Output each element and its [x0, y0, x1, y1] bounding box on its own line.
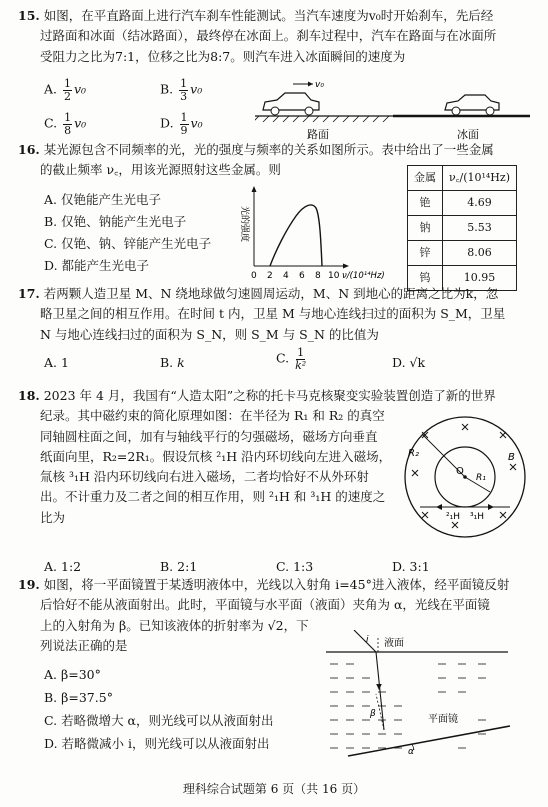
ice-label: 冰面	[457, 128, 479, 141]
question-text: 过路面和冰面（结冰路面），最终停在冰面上。刹车过程中，汽车在路面与在冰面所	[40, 28, 497, 44]
option-a: A. 仅铯能产生光电子	[44, 192, 162, 207]
origin-label: O	[456, 466, 464, 477]
question-text: 如图，将一平面镜置于某透明液体中，光线以入射角 i=45°进入液体，经平面镜反射	[43, 577, 510, 592]
table-row: 锌 8.06	[408, 241, 517, 266]
x-tick: 6	[299, 271, 305, 281]
question-text: 如图，在平直路面上进行汽车刹车性能测试。当汽车速度为v₀时开始刹车，先后经	[43, 8, 494, 23]
table-row: 钠 5.53	[408, 216, 517, 241]
x-tick: 0	[251, 271, 257, 281]
mirror-liquid-figure	[318, 630, 518, 760]
question-text: 后恰好不能从液面射出。此时，平面镜与水平面（液面）夹角为 α，光线在平面镜	[40, 597, 490, 613]
table-header: ν꜀/(10¹⁴Hz)	[443, 166, 517, 191]
question-text: 氚核 ³₁H 沿内环切线向右进入磁场，二者均恰好不从外环射	[40, 469, 369, 484]
question-text: 纸面向里，R₂=2R₁。假设氘核 ²₁H 沿内环切线向左进入磁场，	[40, 448, 392, 464]
option-d: D. 若略微减小 i，则光线可以从液面射出	[44, 736, 270, 751]
question-15	[18, 6, 528, 67]
question-text: 某光源包含不同频率的光，光的强度与频率的关系如图所示。表中给出了一些金属	[43, 142, 494, 157]
question-number: 17.	[18, 286, 40, 301]
question-text: 纪录。其中磁约束的简化原理如图：在半径为 R₁ 和 R₂ 的真空	[40, 408, 385, 424]
question-text: N 与地心连线扫过的面积为 S_N，则 S_M 与 S_N 的比值为	[40, 326, 379, 342]
question-number: 16.	[18, 142, 40, 157]
table-row: 铯 4.69	[408, 191, 517, 216]
x-tick: 8	[315, 271, 321, 281]
incidence-angle-label: i	[366, 635, 369, 645]
question-text: 的截止频率 ν꜀，用该光源照射这些金属。则	[40, 162, 281, 178]
option-c: C. 若略微增大 α，则光线可以从液面射出	[44, 713, 274, 728]
beta-label: β	[370, 709, 376, 719]
question-number: 18.	[18, 388, 40, 403]
option-d: D. $\frac{1}{9}$ v₀	[160, 111, 203, 137]
tritium-label: ³₁H	[470, 512, 484, 522]
question-text: 列说法正确的是	[40, 637, 128, 653]
surface-label: 液面	[384, 638, 404, 649]
cutoff-frequency-table	[407, 165, 517, 291]
car-moving-icon	[263, 93, 319, 115]
question-text: 比为	[40, 509, 66, 525]
question-17	[18, 284, 528, 345]
option-b: B. k	[160, 355, 185, 370]
option-c: C. 仅铯、钠、锌能产生光电子	[44, 236, 212, 251]
table-row: 钨 10.95	[408, 266, 517, 291]
alpha-label: α	[408, 747, 414, 757]
option-a: A. β=30°	[44, 667, 101, 682]
option-d: D. 都能产生光电子	[44, 258, 150, 273]
r2-label: R₂	[408, 448, 419, 459]
car-braking-figure	[255, 76, 535, 144]
option-b: B. β=37.5°	[44, 690, 113, 705]
option-b: B. $\frac{1}{3}$ v₀	[160, 77, 203, 103]
question-text: 受阻力之比为7:1，位移之比为8:7。则汽车进入冰面瞬间的速度为	[40, 48, 406, 64]
table-header: 金属	[408, 166, 443, 191]
velocity-label: v₀	[315, 80, 324, 90]
r1-label: R₁	[476, 473, 486, 483]
option-c: C. $\frac{1}{\text{k²}}$	[276, 346, 307, 372]
graph-y-label: 光的强度	[239, 206, 249, 243]
x-tick: 2	[267, 271, 273, 281]
question-number: 15.	[18, 8, 40, 23]
intensity-frequency-graph	[228, 184, 398, 284]
option-d: D. √k	[392, 355, 426, 370]
question-text: 上的入射角为 β。已知该液体的折射率为 √2，下	[40, 617, 309, 633]
option-b: B. 仅铯、钠能产生光电子	[44, 214, 187, 229]
option-a: A. 1	[44, 355, 69, 370]
x-tick: 10	[328, 271, 340, 281]
question-number: 19.	[18, 577, 40, 592]
question-text: 略卫星之间的相互作用。在时间 t 内，卫星 M 与地心连线扫过的面积为 S_M，卫星	[40, 306, 506, 322]
x-tick: 4	[283, 271, 289, 281]
option-c: C. $\frac{1}{8}$ v₀	[44, 111, 87, 137]
tokamak-figure	[400, 412, 530, 542]
graph-x-label: ν/(10¹⁴Hz)	[342, 271, 385, 281]
field-b-label: B	[508, 452, 515, 463]
question-text: 出。不计重力及二者之间的相互作用，则 ²₁H 和 ³₁H 的速度之	[40, 489, 386, 505]
option-c: C. 1:3	[276, 559, 314, 574]
deuterium-label: ²₁H	[446, 512, 460, 522]
question-text: 同轴圆柱面之间，加有与轴线平行的匀强磁场，磁场方向垂直	[40, 428, 378, 444]
option-d: D. 3:1	[392, 559, 430, 574]
page-footer: 理科综合试题第 6 页（共 16 页）	[182, 782, 366, 796]
option-a: A. 1:2	[44, 559, 82, 574]
question-text: 若两颗人造卫星 M、N 绕地球做匀速圆周运动，M、N 到地心的距离之比为k，忽	[43, 286, 499, 301]
road-label: 路面	[307, 128, 329, 141]
car-stopped-icon	[445, 95, 499, 115]
mirror-label: 平面镜	[428, 714, 458, 725]
option-b: B. 2:1	[160, 559, 198, 574]
question-text: 2023 年 4 月，我国有“人造太阳”之称的托卡马克核聚变实验装置创造了新的世界	[43, 388, 496, 403]
option-a: A. $\frac{1}{2}$ v₀	[44, 77, 87, 103]
